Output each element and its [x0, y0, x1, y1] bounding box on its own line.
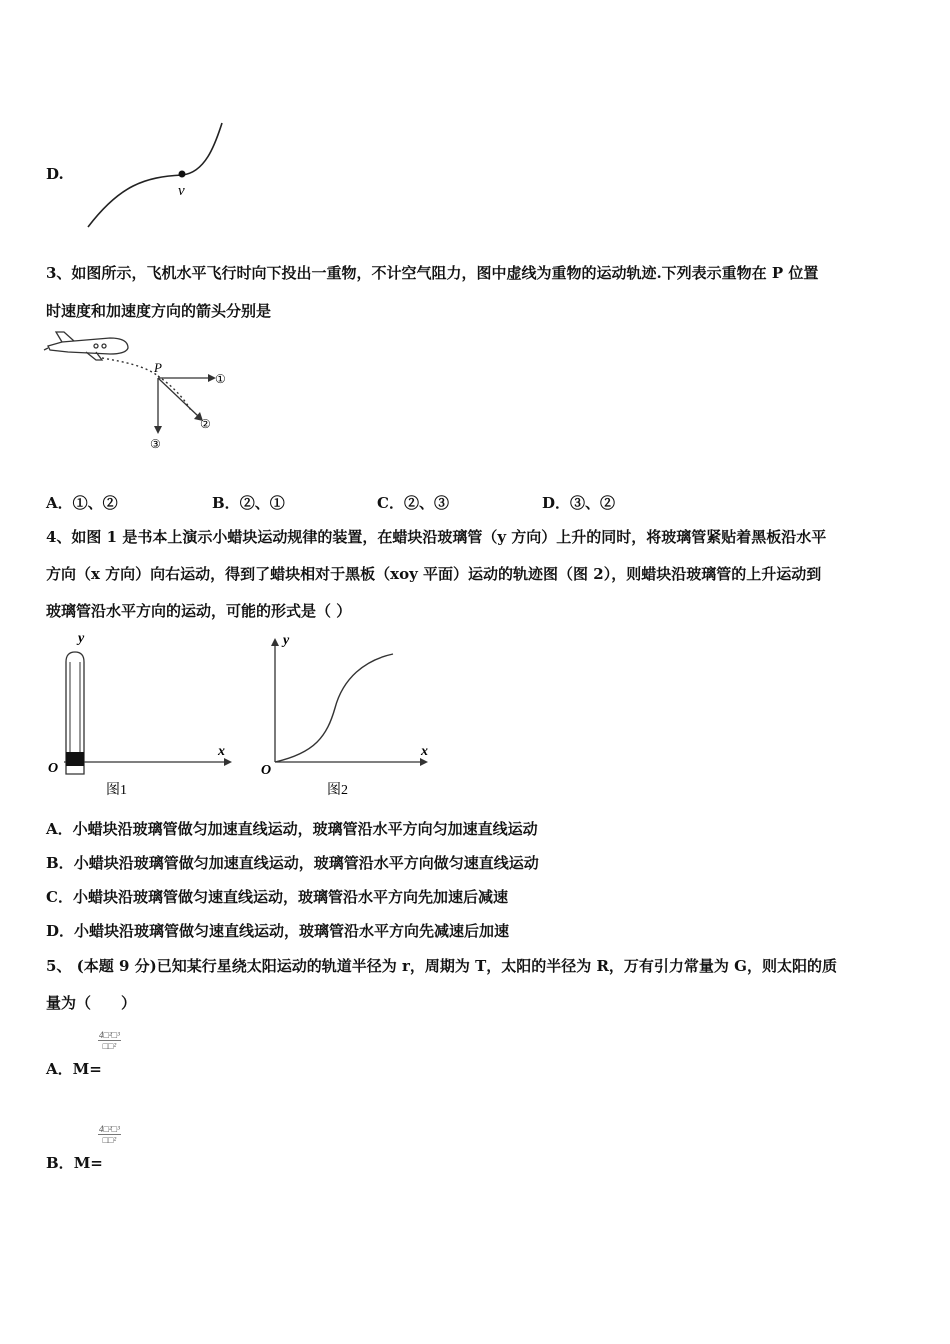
q4-line-2: 方向（x 方向）向右运动，得到了蜡块相对于黑板（xoy 平面）运动的轨迹图（图 2），则蜡块沿玻璃管的上升运动到 [46, 565, 822, 583]
origin-label: O [261, 763, 272, 778]
q2-option-d-figure [80, 115, 240, 235]
point-dot [179, 171, 186, 178]
q4-line-3: 玻璃管沿水平方向的运动，可能的形式是（ ） [46, 602, 352, 620]
point-p-label: P [154, 360, 162, 375]
q5-option-b-formula [98, 1124, 121, 1145]
numerator: 4□²□³ [99, 1124, 120, 1134]
airplane-icon [44, 332, 128, 360]
q4-figure-1 [40, 628, 250, 800]
q5-option-b[interactable]: B．M= [46, 1154, 103, 1172]
x-axis-label: x [421, 744, 428, 759]
denominator: □□² [102, 1135, 117, 1145]
trajectory-dashed-1 [102, 358, 158, 376]
arrow-1-label: ① [215, 372, 226, 386]
q4-option-b[interactable]: B．小蜡块沿玻璃管做匀加速直线运动，玻璃管沿水平方向做匀速直线运动 [46, 854, 539, 872]
wax-block [66, 752, 84, 766]
trajectory-curve [275, 654, 393, 762]
q5-option-a[interactable]: A．M= [46, 1060, 102, 1078]
y-axis-label: y [283, 633, 290, 648]
arrow-3-label: ③ [150, 437, 161, 451]
q3-option-b[interactable]: B．②、① [212, 494, 285, 512]
x-axis-label: x [218, 744, 225, 759]
q4-line-1: 4、如图 1 是书本上演示小蜡块运动规律的装置，在蜡块沿玻璃管（y 方向）上升的同时，将玻璃管紧贴着黑板沿水平 [46, 528, 827, 546]
q5-line-1: 5、 (本题 9 分)已知某行星绕太阳运动的轨道半径为 r，周期为 T，太阳的半径为 R，万有引力常量为 G，则太阳的质 [46, 957, 837, 975]
y-axis-label: y [78, 631, 85, 646]
x-axis-arrow [420, 758, 428, 766]
arrow-2-line [158, 378, 198, 416]
trajectory-curve [88, 123, 222, 227]
figure-1-caption: 图1 [106, 783, 127, 798]
q5-line-2: 量为（ ） [46, 994, 137, 1012]
q3-line-1: 3、如图所示，飞机水平飞行时向下投出一重物，不计空气阻力，图中虚线为重物的运动轨迹.下列表示重物在 P 位置 [46, 264, 819, 282]
numerator: 4□²□³ [99, 1030, 120, 1040]
q3-airplane-figure [40, 328, 240, 458]
q4-option-c[interactable]: C．小蜡块沿玻璃管做匀速直线运动，玻璃管沿水平方向先加速后减速 [46, 888, 508, 906]
denominator: □□² [102, 1041, 117, 1051]
q3-option-d[interactable]: D．③、② [542, 494, 616, 512]
q3-line-2: 时速度和加速度方向的箭头分别是 [46, 302, 272, 320]
q2-option-d-label: D. [46, 165, 64, 183]
y-axis-arrow [271, 638, 279, 646]
arrow-3-head [154, 426, 162, 434]
q4-figure-2 [255, 628, 445, 800]
q3-option-c[interactable]: C．②、③ [377, 494, 449, 512]
arrow-2-label: ② [200, 417, 211, 431]
q5-option-a-formula [98, 1030, 121, 1051]
q3-option-a[interactable]: A．①、② [46, 494, 118, 512]
origin-label: O [48, 761, 59, 776]
q4-option-a[interactable]: A．小蜡块沿玻璃管做匀加速直线运动，玻璃管沿水平方向匀加速直线运动 [46, 820, 538, 838]
x-axis-arrow [224, 758, 232, 766]
figure-2-caption: 图2 [327, 783, 348, 798]
velocity-label: v [178, 183, 185, 199]
q4-option-d[interactable]: D．小蜡块沿玻璃管做匀速直线运动，玻璃管沿水平方向先减速后加速 [46, 922, 510, 940]
